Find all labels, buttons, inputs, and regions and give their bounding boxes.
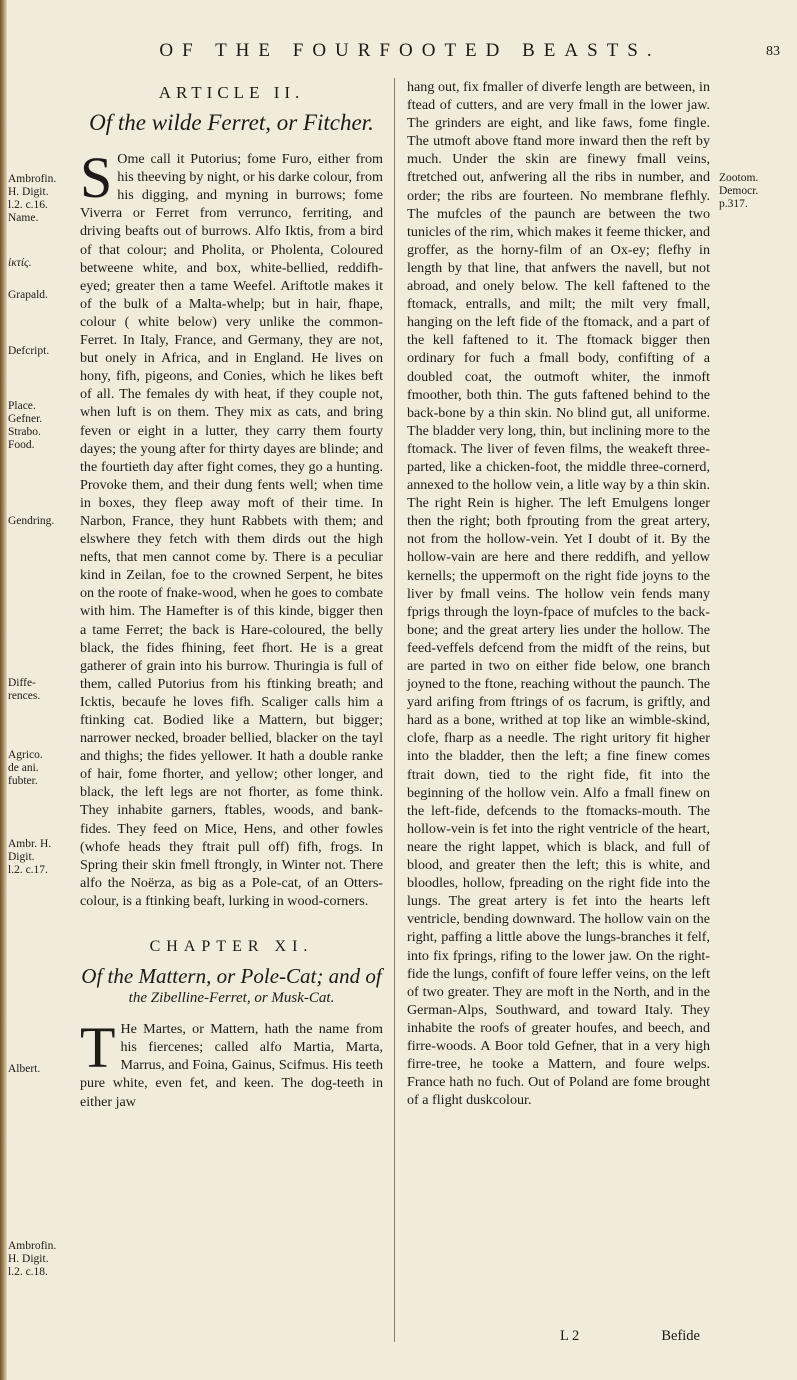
article-paragraph [80,145,383,910]
margin-note: Gendring. [8,515,55,527]
article-heading: ARTICLE II. [158,83,305,102]
margin-note: Albert. [8,1063,41,1075]
column-rule [394,78,395,1342]
chapter-subtitle: the Zibelline-Ferret, or Musk-Cat. [128,990,335,1007]
chapter-paragraph [80,1015,383,1110]
margin-note: Zootom. Democr. p.317. [719,172,759,210]
drop-cap: T [80,1015,116,1081]
chapter-heading: CHAPTER XI. [149,938,314,956]
margin-note: Grapald. [8,289,48,301]
chapter-title: Of the Mattern, or Pole-Cat; and of [81,964,382,989]
drop-cap: S [80,145,113,211]
margin-note: ἰκτίς. [8,257,32,269]
left-column [80,84,383,1111]
margin-note: Diffe- rences. [8,677,41,702]
catchword: Befide [661,1328,700,1344]
running-head: OF THE FOURFOOTED BEASTS. [159,40,661,61]
page-footer [560,1328,700,1345]
margin-note: Defcript. [8,345,50,357]
right-column-text: hang out, fix fmaller of diverfe length are between, in ftead of cutters, and are very fmall in the lower jaw. The grinders are eight, and like faws, fome fingle. The utmoft above ftand more inward then the reft by much. Under the skin are finewy fmall veins, ftretched out, anfwering all the ribs in number, and order; the ribs are fourteen. No membrane flefhly. The mufcles of the paunch are between the two tunicles of the rim, which makes it feeme thicker, and groffer, as the horny-film of an Ox-ey; flefhy in length by that line, that anfwers the navell, but not abroad, and onely below. The kell faftened to the ftomack, entralls, and milt; the milt very fmall, hanging on the left fide of the ftomack, and a part of the kell faftened to it. The ftomack bigger then ordinary for fuch a fmall body, confifting of a doubled coat, the outmoft whiter, the inmoft fmoother, both thin. The guts faftened behind to the back-bone by a thin skin. No blind gut, all uniforme. The bladder very long, thin, but inclining more to the ftomack. The liver of feven films, the weakeft three-parted, like a chicken-foot, the middle three-cornerd, annexed to the hollow vein, a litle way by a thin skin. The right Rein is higher. The left Emulgens longer then the right; both fprouting from the great artery, not from the hollow-vein. Yet I doubt of it. By the hollow-vain are here and there reddifh, and yellow kernells; the uppermoft on the right fide joyns to the liver by fmall veins. The hollow vein fends many fprigs through the loyn-fpace of mufcles to the back-bone; and the great artery lies under the hollow. The feed-veffels defcend from the midft of the reins, but are parted in two on either fide below, one branch joyned to the ftone, reaching without the paunch. The yard arifing from ftrings of os facrum, is griftly, and hard as a bone, writhed at top like an wimble-skind, clofe, fharp as a needle. The right uritory fit higher into the bladder, then the left; a fine finew comes ftrait down, tied to the right fide, fit into the beginning of the hollow vein. Alfo a fmall finew on the left-fide, defcends to the ftomacks-mouth. The hollow-vein is fet into the right ventricle of the heart, neare the right lappet, which is black, and full of blood, and greater then the left; this is white, and bloodles, hollow, fpreading on the right fide into the lungs. The great artery is fet into the hearts left ventricle, bending downward. The hollow vain on the right, paffing a little above the lungs-branches it felf, into fix fprings, rifing to the lower jaw. On the right-fide the lungs, confift of foure leffer veins, on the left of two greater. They are moft in the North, and in the German-Alps, Southward, and toward Italy. They inhabite the roofs of greater houfes, and beech, and firre-woods. A Boor told Gefner, that in a very high firre-tree, he tooke a Mattern, and foure welps. France hath no fuch. Out of Poland are fome brought of a flight duskcolour. [407,79,710,1109]
article-body: Ome call it Putorius; fome Furo, either from his theeving by night, or his darke colour, from his digging, and myning in burrows; fome Viverra or Ferret from verrunco, ferriting, and driving beafts out of burrows. Alfo Iktis, from a bird of that colour; and Pholita, or Pholenta, Coloured betweene white, and box, white-bellied, reddifh-eyed; greater then a tame Weefel. Ariftotle makes it of the bulk of a Malta-whelp; but in hair, fhape, colour ( white below) very unlike the common-Ferret. In Italy, France, and Germany, they are not, but onely in Africa, and in England. He lives on hony, fifh, pigeons, and Conies, which he likes beft of all. The females dy with heat, if they couple not, when luft is on them. They mix as cats, and bring feven or eight in a lutter, they carry them fourty dayes; the young after for thirty dayes are blinde; and the fourtieth day after fight comes, they go a hunting. Provoke them, and their dung fents well; when time in boxes, they fleep away moft of their time. In Narbon, France, they hunt Rabbets with them; and elswhere they fetch with them dirds out the high nefts, that men cannot come by. There is a peculiar kind in Zeilan, foe to the crowned Serpent, he bites on the roote of fnake-wood, when he goes to combate with him. The Hamefter is of this kinde, bigger then a tame Ferret; the back is Hare-coloured, the belly black, the fides fhining, feet fhort. He is a great gatherer of grain into his burrow. Thuringia is full of them, called Putorius from his ftinking breath; and Icktis, becaufe he loves fifh. Scaliger calls him a ftinking cat. Bodied like a Mattern, but bigger; narrower necked, broader bellied, blacker on the tayl and thighs; the fides yellower. It hath a double ranke of hair, fome fhorter, and yellow; other longer, and black, the left legs are not fhorter, as fome think. They inhabite garners, ftables, woods, and bank-fides. They feed on Mice, Hens, and other fowles (whofe heads they ftrait pull off) fifh, frogs. In Spring their skin fmell ftrongly, in Winter not. There alfo the Noërza, as big as a Pole-cat, of an Otters-colour, is a ftinking beaft, lurking in wood-corners. [80,151,383,909]
right-column [407,78,710,1109]
article-title: Of the wilde Ferret, or Fitcher. [89,110,374,136]
chapter-body: He Martes, or Mattern, hath the name from his fiercenes; called alfo Martia, Marta, Marrus, and Foina, Gainus, Scifmus. His teeth pure white, even fet, and keen. The dog-teeth in either jaw [80,1021,383,1110]
page-binding-edge [0,0,7,1380]
page-number: 83 [766,44,780,59]
margin-note: Agrico. de ani. fubter. [8,749,43,787]
margin-note: Ambr. H. Digit. l.2. c.17. [8,838,52,876]
margin-note: Place. Gefner. Strabo. Food. [8,400,43,451]
margin-note: Ambrofin. H. Digit. l.2. c.18. [8,1240,57,1278]
margin-note: Ambrofin. H. Digit. l.2. c.16. Name. [8,173,57,224]
signature-mark: L 2 [560,1328,580,1344]
